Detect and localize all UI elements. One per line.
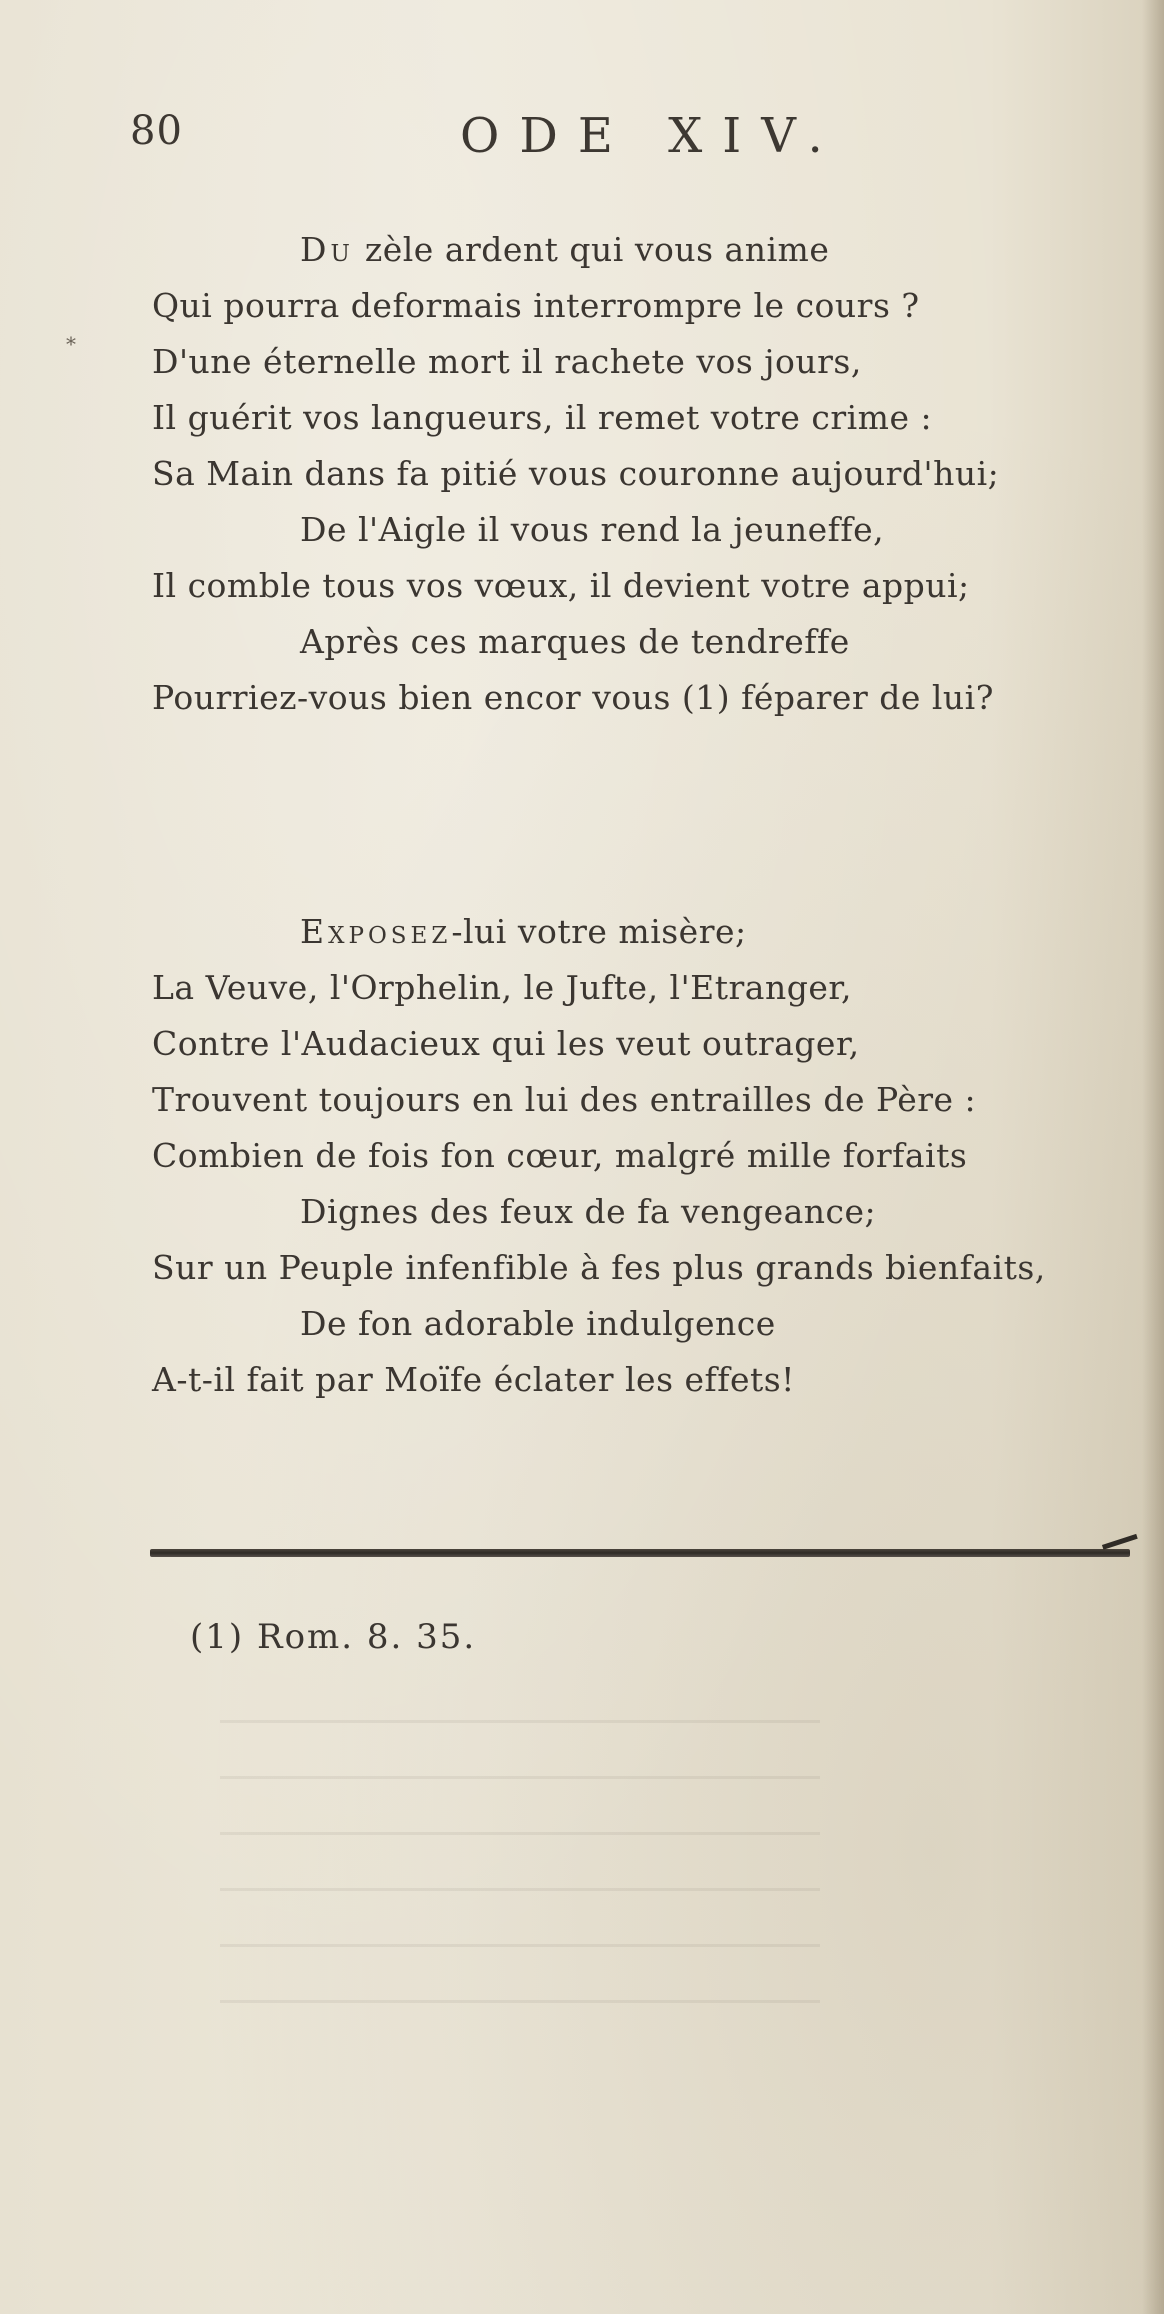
footnote: (1) Rom. 8. 35. (190, 1617, 477, 1657)
verse-text: zèle ardent qui vous anime (353, 230, 830, 269)
verse-line (0, 1072, 1164, 1128)
verse-text: Sa Main dans fa pitié vous couronne aujourd'hui; (152, 454, 1000, 493)
margin-mark: ⁎ (66, 326, 76, 350)
verse-line (0, 222, 1164, 278)
verse-line (0, 558, 1164, 614)
verse-text: Dignes des feux de fa vengeance; (300, 1192, 877, 1231)
page-number: 80 (130, 108, 183, 154)
stanza-1 (0, 222, 1164, 726)
stanza-2 (0, 904, 1164, 1408)
verse-text: Pourriez-vous bien encor vous (1) féparer de lui? (152, 678, 994, 717)
verse-text: Sur un Peuple infenfible à fes plus grands bienfaits, (152, 1248, 1046, 1287)
verse-text: Après ces marques de tendreffe (300, 622, 850, 661)
running-header (130, 108, 890, 168)
verse-text: -lui votre misère; (451, 912, 747, 951)
running-title: ODE XIV. (460, 108, 843, 164)
verse-text: Qui pourra deformais interrompre le cours ? (152, 286, 920, 325)
verse-text: A-t-il fait par Moïfe éclater les effets! (152, 1360, 795, 1399)
verse-text: Il comble tous vos vœux, il devient votre appui; (152, 566, 970, 605)
verse-line (0, 670, 1164, 726)
verse-line (0, 1184, 1164, 1240)
verse-line (0, 1296, 1164, 1352)
verse-text: De fon adorable indulgence (300, 1304, 776, 1343)
verse-line (0, 446, 1164, 502)
verse-line (0, 390, 1164, 446)
horizontal-rule (150, 1549, 1130, 1557)
verse-line (0, 614, 1164, 670)
verse-line (0, 1016, 1164, 1072)
verse-line (0, 278, 1164, 334)
verse-line (0, 904, 1164, 960)
verse-lead-word: Du (300, 230, 354, 269)
verse-line (0, 1352, 1164, 1408)
verse-text: Combien de fois fon cœur, malgré mille forfaits (152, 1136, 968, 1175)
verse-line (0, 1240, 1164, 1296)
bleed-through-text (220, 1720, 820, 2020)
verse-text: De l'Aigle il vous rend la jeuneffe, (300, 510, 885, 549)
verse-lead-word: Exposez (300, 912, 452, 951)
verse-line (0, 334, 1164, 390)
verse-line (0, 1128, 1164, 1184)
verse-text: Trouvent toujours en lui des entrailles de Père : (152, 1080, 977, 1119)
verse-text: Contre l'Audacieux qui les veut outrager, (152, 1024, 860, 1063)
verse-text: D'une éternelle mort il rachete vos jours, (152, 342, 862, 381)
verse-line (0, 502, 1164, 558)
verse-text: La Veuve, l'Orphelin, le Jufte, l'Etranger, (152, 968, 853, 1007)
verse-line (0, 960, 1164, 1016)
verse-text: Il guérit vos langueurs, il remet votre crime : (152, 398, 933, 437)
